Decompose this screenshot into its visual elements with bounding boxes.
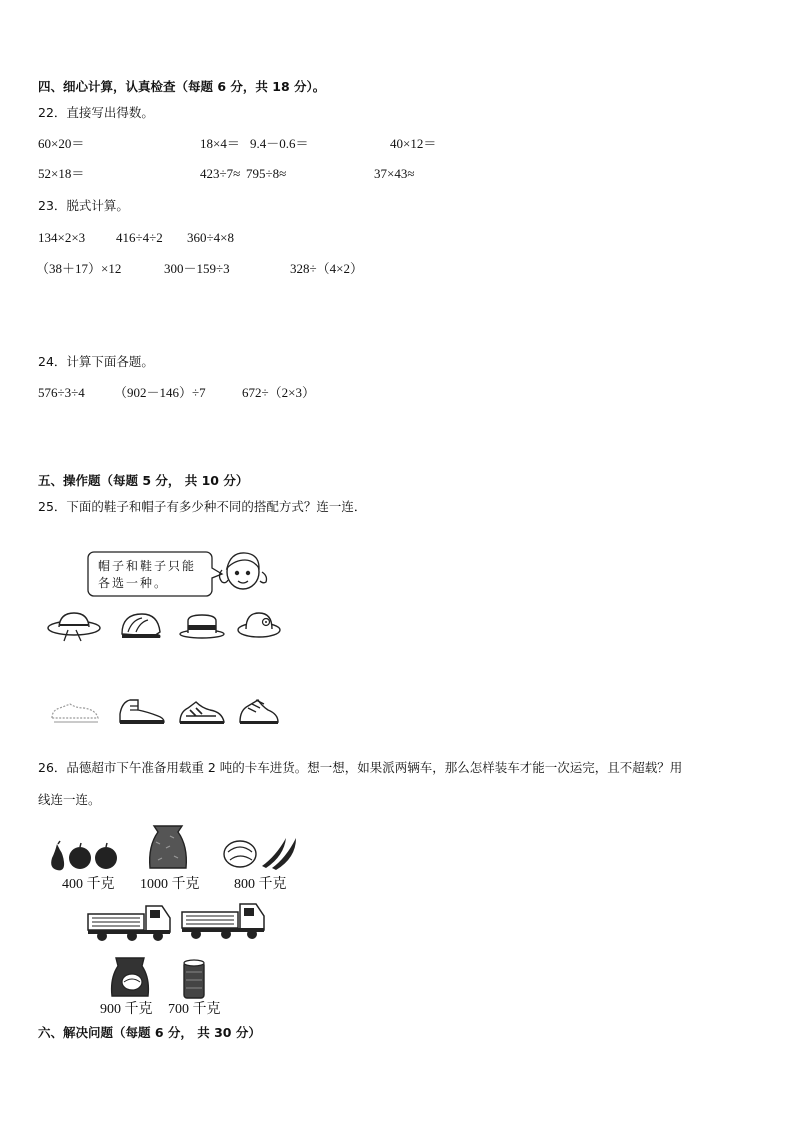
hat-4-icon bbox=[236, 610, 282, 640]
q22-title: 22．直接写出得数。 bbox=[38, 105, 154, 120]
q23-item-1: 134×2×3 bbox=[38, 230, 86, 245]
weight-label-vegetables: 800 千克 bbox=[234, 877, 287, 892]
q22-item-4: 40×12＝ bbox=[390, 136, 437, 151]
sack-icon bbox=[146, 822, 190, 872]
q25-title: 25．下面的鞋子和帽子有多少种不同的搭配方式？连一连． bbox=[38, 499, 367, 514]
q24-item-1: 576÷3÷4 bbox=[38, 385, 85, 400]
q24-item-2: （902－146）÷7 bbox=[114, 385, 206, 400]
q23-item-4: （38＋17）×12 bbox=[36, 261, 122, 276]
shoe-1-icon bbox=[48, 700, 102, 726]
bag-icon bbox=[110, 954, 150, 1000]
hat-1-icon bbox=[46, 610, 102, 644]
hat-2-icon bbox=[118, 610, 162, 642]
shoe-2-icon bbox=[116, 696, 168, 728]
q24-title: 24．计算下面各题。 bbox=[38, 354, 154, 369]
shoe-3-icon bbox=[176, 698, 228, 728]
section4-heading: 四、细心计算，认真检查（每题 6 分，共 18 分）。 bbox=[38, 79, 326, 94]
vegetables-icon bbox=[222, 832, 302, 872]
weight-label-sack: 1000 千克 bbox=[140, 877, 200, 892]
truck-1-icon bbox=[86, 902, 174, 942]
q22-item-5: 52×18＝ bbox=[38, 166, 85, 181]
q24-item-3: 672÷（2×3） bbox=[242, 385, 315, 400]
bubble-line-2: 各选一种。 bbox=[98, 576, 169, 590]
weight-label-can: 700 千克 bbox=[168, 1002, 221, 1017]
q23-item-5: 300－159÷3 bbox=[164, 261, 230, 276]
truck-2-icon bbox=[180, 900, 268, 940]
q26-title-line-2: 线连一连。 bbox=[38, 792, 101, 807]
q22-item-8: 37×43≈ bbox=[374, 166, 415, 181]
hat-3-icon bbox=[178, 612, 226, 640]
section6-heading: 六、解决问题（每题 6 分， 共 30 分） bbox=[38, 1025, 261, 1040]
can-icon bbox=[182, 958, 206, 1000]
q23-item-3: 360÷4×8 bbox=[187, 230, 234, 245]
bubble-line-1: 帽子和鞋子只能 bbox=[98, 559, 197, 573]
weight-label-bag: 900 千克 bbox=[100, 1002, 153, 1017]
q22-item-7: 795÷8≈ bbox=[246, 166, 287, 181]
q22-item-6: 423÷7≈ bbox=[200, 166, 241, 181]
fruits-icon bbox=[48, 840, 122, 872]
q23-item-6: 328÷（4×2） bbox=[290, 261, 363, 276]
girl-icon bbox=[216, 548, 270, 598]
shoe-4-icon bbox=[236, 696, 282, 728]
q22-item-2: 18×4＝ bbox=[200, 136, 240, 151]
q22-item-3: 9.4－0.6＝ bbox=[250, 136, 309, 151]
q23-title: 23．脱式计算。 bbox=[38, 198, 129, 213]
q22-item-1: 60×20＝ bbox=[38, 136, 85, 151]
q23-item-2: 416÷4÷2 bbox=[116, 230, 163, 245]
section5-heading: 五、操作题（每题 5 分， 共 10 分） bbox=[38, 473, 249, 488]
weight-label-fruit: 400 千克 bbox=[62, 877, 115, 892]
q26-title-line-1: 26．品德超市下午准备用载重 2 吨的卡车进货。想一想，如果派两辆车，那么怎样装车才能一次运完，且不超载？用 bbox=[38, 760, 683, 775]
